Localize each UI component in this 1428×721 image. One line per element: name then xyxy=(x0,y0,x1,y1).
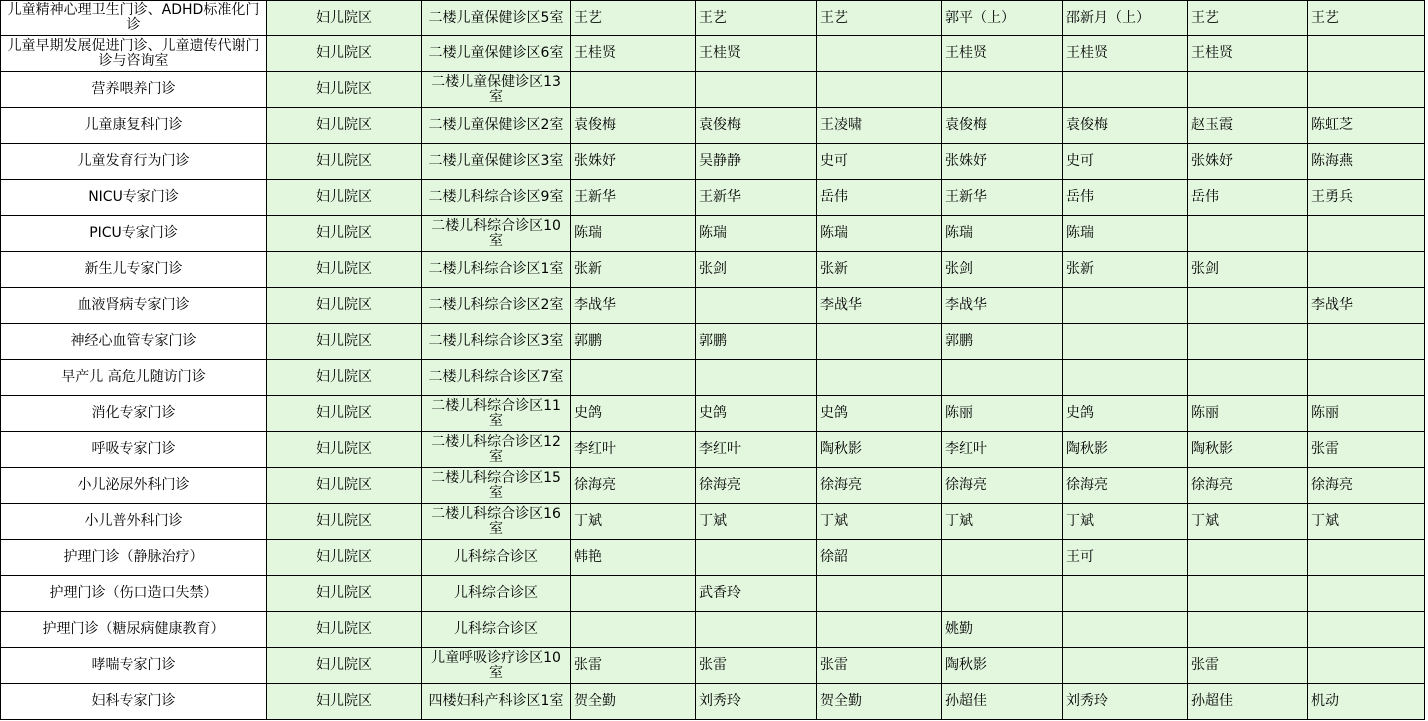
cell-doctor[interactable]: 史鸽 xyxy=(696,396,817,432)
cell-doctor[interactable]: 李战华 xyxy=(1308,288,1425,324)
cell-room[interactable]: 二楼儿科综合诊区7室 xyxy=(422,360,571,396)
cell-doctor[interactable]: 张剑 xyxy=(696,252,817,288)
cell-doctor[interactable]: 王艺 xyxy=(817,1,942,36)
table-row xyxy=(1,1,1425,36)
cell-campus[interactable]: 妇儿院区 xyxy=(267,432,422,468)
cell-doctor[interactable] xyxy=(571,576,696,612)
table-row xyxy=(1,612,1425,648)
cell-doctor[interactable]: 张剑 xyxy=(942,252,1063,288)
cell-doctor[interactable]: 王桂贤 xyxy=(1063,36,1188,72)
cell-doctor[interactable] xyxy=(817,612,942,648)
cell-doctor[interactable]: 王艺 xyxy=(571,1,696,36)
cell-doctor[interactable]: 袁俊梅 xyxy=(942,108,1063,144)
cell-room[interactable]: 儿童呼吸诊疗诊区10室 xyxy=(422,648,571,684)
cell-doctor[interactable]: 孙超佳 xyxy=(942,684,1063,720)
cell-department[interactable]: 儿童早期发展促进门诊、儿童遗传代谢门诊与咨询室 xyxy=(1,36,267,72)
cell-campus[interactable]: 妇儿院区 xyxy=(267,216,422,252)
cell-doctor[interactable]: 王桂贤 xyxy=(1188,36,1308,72)
cell-doctor[interactable]: 陶秋影 xyxy=(942,648,1063,684)
cell-department[interactable]: 消化专家门诊 xyxy=(1,396,267,432)
cell-doctor[interactable]: 张雷 xyxy=(1308,432,1425,468)
cell-doctor[interactable]: 袁俊梅 xyxy=(1063,108,1188,144)
cell-department[interactable]: 妇科专家门诊 xyxy=(1,684,267,720)
cell-doctor[interactable]: 王新华 xyxy=(571,180,696,216)
cell-doctor[interactable]: 岳伟 xyxy=(1063,180,1188,216)
cell-doctor[interactable]: 袁俊梅 xyxy=(571,108,696,144)
cell-doctor[interactable]: 陈瑞 xyxy=(1063,216,1188,252)
cell-doctor[interactable]: 丁斌 xyxy=(1063,504,1188,540)
cell-doctor[interactable]: 王凌啸 xyxy=(817,108,942,144)
cell-doctor[interactable]: 张雷 xyxy=(571,648,696,684)
cell-doctor[interactable] xyxy=(1188,576,1308,612)
cell-campus[interactable]: 妇儿院区 xyxy=(267,108,422,144)
cell-doctor[interactable]: 张姝妤 xyxy=(571,144,696,180)
cell-doctor[interactable]: 袁俊梅 xyxy=(696,108,817,144)
cell-campus[interactable]: 妇儿院区 xyxy=(267,468,422,504)
cell-doctor[interactable] xyxy=(1308,324,1425,360)
cell-department[interactable]: 营养喂养门诊 xyxy=(1,72,267,108)
cell-doctor[interactable] xyxy=(696,540,817,576)
cell-doctor[interactable]: 陈海燕 xyxy=(1308,144,1425,180)
cell-doctor[interactable] xyxy=(571,360,696,396)
cell-doctor[interactable]: 王艺 xyxy=(1188,1,1308,36)
cell-doctor[interactable] xyxy=(1063,612,1188,648)
cell-doctor[interactable]: 徐海亮 xyxy=(571,468,696,504)
cell-doctor[interactable] xyxy=(942,72,1063,108)
cell-doctor[interactable]: 丁斌 xyxy=(696,504,817,540)
cell-doctor[interactable]: 姚勤 xyxy=(942,612,1063,648)
cell-doctor[interactable] xyxy=(1063,360,1188,396)
cell-doctor[interactable]: 陈丽 xyxy=(942,396,1063,432)
cell-room[interactable]: 二楼儿科综合诊区11室 xyxy=(422,396,571,432)
cell-room[interactable]: 二楼儿科综合诊区15室 xyxy=(422,468,571,504)
cell-room[interactable]: 二楼儿童保健诊区6室 xyxy=(422,36,571,72)
cell-doctor[interactable]: 王新华 xyxy=(942,180,1063,216)
table-row xyxy=(1,288,1425,324)
cell-department[interactable]: 儿童康复科门诊 xyxy=(1,108,267,144)
cell-doctor[interactable] xyxy=(1308,612,1425,648)
cell-department[interactable]: 早产儿 高危儿随访门诊 xyxy=(1,360,267,396)
cell-doctor[interactable] xyxy=(817,360,942,396)
cell-doctor[interactable] xyxy=(1063,324,1188,360)
cell-department[interactable]: 小儿普外科门诊 xyxy=(1,504,267,540)
cell-doctor[interactable] xyxy=(1188,360,1308,396)
cell-doctor[interactable] xyxy=(1188,540,1308,576)
cell-room[interactable]: 二楼儿科综合诊区16室 xyxy=(422,504,571,540)
cell-doctor[interactable]: 李红叶 xyxy=(696,432,817,468)
table-row xyxy=(1,108,1425,144)
cell-doctor[interactable] xyxy=(1188,324,1308,360)
cell-doctor[interactable]: 丁斌 xyxy=(1308,504,1425,540)
cell-room[interactable]: 四楼妇科产科诊区1室 xyxy=(422,684,571,720)
cell-doctor[interactable]: 孙超佳 xyxy=(1188,684,1308,720)
cell-doctor[interactable] xyxy=(1063,648,1188,684)
table-row xyxy=(1,360,1425,396)
cell-campus[interactable]: 妇儿院区 xyxy=(267,360,422,396)
cell-doctor[interactable] xyxy=(1308,540,1425,576)
cell-doctor[interactable] xyxy=(696,288,817,324)
cell-doctor[interactable]: 张新 xyxy=(1063,252,1188,288)
cell-doctor[interactable]: 史可 xyxy=(1063,144,1188,180)
cell-doctor[interactable]: 张剑 xyxy=(1188,252,1308,288)
cell-room[interactable]: 二楼儿童保健诊区13室 xyxy=(422,72,571,108)
cell-doctor[interactable] xyxy=(1308,216,1425,252)
cell-doctor[interactable] xyxy=(1188,72,1308,108)
cell-campus[interactable]: 妇儿院区 xyxy=(267,684,422,720)
cell-doctor[interactable]: 刘秀玲 xyxy=(696,684,817,720)
cell-doctor[interactable]: 王艺 xyxy=(1308,1,1425,36)
cell-doctor[interactable] xyxy=(1308,576,1425,612)
cell-doctor[interactable] xyxy=(942,540,1063,576)
cell-doctor[interactable]: 李战华 xyxy=(942,288,1063,324)
cell-doctor[interactable]: 机动 xyxy=(1308,684,1425,720)
cell-doctor[interactable] xyxy=(817,36,942,72)
cell-doctor[interactable]: 李红叶 xyxy=(571,432,696,468)
cell-doctor[interactable]: 李红叶 xyxy=(942,432,1063,468)
cell-campus[interactable]: 妇儿院区 xyxy=(267,144,422,180)
cell-doctor[interactable]: 张雷 xyxy=(1188,648,1308,684)
cell-doctor[interactable] xyxy=(1308,252,1425,288)
cell-doctor[interactable]: 张新 xyxy=(571,252,696,288)
cell-doctor[interactable]: 陈瑞 xyxy=(571,216,696,252)
cell-doctor[interactable] xyxy=(571,72,696,108)
table-row xyxy=(1,396,1425,432)
cell-doctor[interactable]: 王桂贤 xyxy=(696,36,817,72)
cell-campus[interactable]: 妇儿院区 xyxy=(267,252,422,288)
cell-campus[interactable]: 妇儿院区 xyxy=(267,504,422,540)
cell-doctor[interactable]: 徐海亮 xyxy=(1308,468,1425,504)
table-row xyxy=(1,576,1425,612)
cell-room[interactable]: 二楼儿科综合诊区2室 xyxy=(422,288,571,324)
cell-doctor[interactable] xyxy=(942,360,1063,396)
cell-doctor[interactable]: 史可 xyxy=(817,144,942,180)
table-row xyxy=(1,648,1425,684)
cell-doctor[interactable]: 陈丽 xyxy=(1308,396,1425,432)
cell-room[interactable]: 二楼儿科综合诊区12室 xyxy=(422,432,571,468)
cell-doctor[interactable]: 陶秋影 xyxy=(1188,432,1308,468)
cell-doctor[interactable]: 陈虹芝 xyxy=(1308,108,1425,144)
table-row xyxy=(1,36,1425,72)
cell-doctor[interactable]: 李战华 xyxy=(571,288,696,324)
cell-doctor[interactable]: 丁斌 xyxy=(571,504,696,540)
cell-campus[interactable]: 妇儿院区 xyxy=(267,36,422,72)
cell-campus[interactable]: 妇儿院区 xyxy=(267,648,422,684)
cell-campus[interactable]: 妇儿院区 xyxy=(267,576,422,612)
table-row xyxy=(1,540,1425,576)
cell-doctor[interactable]: 郭平（上） xyxy=(942,1,1063,36)
cell-doctor[interactable]: 岳伟 xyxy=(817,180,942,216)
cell-doctor[interactable]: 张雷 xyxy=(817,648,942,684)
cell-campus[interactable]: 妇儿院区 xyxy=(267,72,422,108)
table-row xyxy=(1,468,1425,504)
cell-doctor[interactable]: 岳伟 xyxy=(1188,180,1308,216)
cell-room[interactable]: 二楼儿童保健诊区3室 xyxy=(422,144,571,180)
cell-doctor[interactable]: 陶秋影 xyxy=(1063,432,1188,468)
cell-doctor[interactable] xyxy=(696,72,817,108)
cell-doctor[interactable]: 刘秀玲 xyxy=(1063,684,1188,720)
cell-doctor[interactable]: 徐韶 xyxy=(817,540,942,576)
cell-doctor[interactable] xyxy=(817,324,942,360)
table-row xyxy=(1,504,1425,540)
cell-room[interactable]: 二楼儿科综合诊区3室 xyxy=(422,324,571,360)
cell-doctor[interactable]: 王桂贤 xyxy=(571,36,696,72)
cell-doctor[interactable]: 徐海亮 xyxy=(817,468,942,504)
cell-doctor[interactable]: 李战华 xyxy=(817,288,942,324)
cell-doctor[interactable]: 郭鹏 xyxy=(942,324,1063,360)
cell-doctor[interactable]: 郭鹏 xyxy=(571,324,696,360)
table-row xyxy=(1,684,1425,720)
cell-doctor[interactable] xyxy=(942,576,1063,612)
cell-doctor[interactable] xyxy=(1308,36,1425,72)
cell-doctor[interactable]: 史鸽 xyxy=(817,396,942,432)
cell-doctor[interactable]: 丁斌 xyxy=(1188,504,1308,540)
cell-doctor[interactable] xyxy=(696,360,817,396)
cell-department[interactable]: PICU专家门诊 xyxy=(1,216,267,252)
cell-doctor[interactable]: 王艺 xyxy=(696,1,817,36)
cell-room[interactable]: 儿科综合诊区 xyxy=(422,612,571,648)
cell-doctor[interactable]: 王新华 xyxy=(696,180,817,216)
cell-doctor[interactable]: 史鸽 xyxy=(571,396,696,432)
cell-doctor[interactable]: 郭鹏 xyxy=(696,324,817,360)
cell-department[interactable]: 神经心血管专家门诊 xyxy=(1,324,267,360)
cell-doctor[interactable]: 徐海亮 xyxy=(696,468,817,504)
cell-department[interactable]: 小儿泌尿外科门诊 xyxy=(1,468,267,504)
cell-room[interactable]: 二楼儿科综合诊区10室 xyxy=(422,216,571,252)
table-row xyxy=(1,432,1425,468)
cell-department[interactable]: 护理门诊（静脉治疗） xyxy=(1,540,267,576)
cell-room[interactable]: 二楼儿科综合诊区9室 xyxy=(422,180,571,216)
cell-doctor[interactable]: 史鸽 xyxy=(1063,396,1188,432)
cell-doctor[interactable]: 陈瑞 xyxy=(696,216,817,252)
cell-doctor[interactable]: 徐海亮 xyxy=(942,468,1063,504)
cell-department[interactable]: 儿童精神心理卫生门诊、ADHD标准化门诊 xyxy=(1,1,267,36)
cell-doctor[interactable] xyxy=(817,72,942,108)
table-row xyxy=(1,216,1425,252)
table-body xyxy=(1,1,1425,720)
cell-doctor[interactable] xyxy=(1308,72,1425,108)
cell-room[interactable]: 二楼儿童保健诊区2室 xyxy=(422,108,571,144)
cell-doctor[interactable]: 武香玲 xyxy=(696,576,817,612)
cell-doctor[interactable]: 王可 xyxy=(1063,540,1188,576)
cell-doctor[interactable]: 陈瑞 xyxy=(942,216,1063,252)
cell-room[interactable]: 二楼儿科综合诊区1室 xyxy=(422,252,571,288)
cell-doctor[interactable] xyxy=(817,576,942,612)
cell-campus[interactable]: 妇儿院区 xyxy=(267,396,422,432)
table-row xyxy=(1,72,1425,108)
cell-doctor[interactable]: 贺全勤 xyxy=(571,684,696,720)
cell-doctor[interactable] xyxy=(1188,612,1308,648)
table-row xyxy=(1,324,1425,360)
table-row xyxy=(1,144,1425,180)
cell-doctor[interactable] xyxy=(1308,360,1425,396)
cell-doctor[interactable]: 赵玉霞 xyxy=(1188,108,1308,144)
cell-doctor[interactable] xyxy=(1063,288,1188,324)
cell-doctor[interactable]: 陈丽 xyxy=(1188,396,1308,432)
table-row xyxy=(1,180,1425,216)
cell-room[interactable]: 儿科综合诊区 xyxy=(422,540,571,576)
cell-campus[interactable]: 妇儿院区 xyxy=(267,180,422,216)
cell-department[interactable]: 血液肾病专家门诊 xyxy=(1,288,267,324)
table-row xyxy=(1,252,1425,288)
cell-department[interactable]: 护理门诊（糖尿病健康教育） xyxy=(1,612,267,648)
cell-doctor[interactable]: 张新 xyxy=(817,252,942,288)
cell-department[interactable]: 儿童发育行为门诊 xyxy=(1,144,267,180)
cell-doctor[interactable] xyxy=(1188,288,1308,324)
cell-doctor[interactable]: 吴静静 xyxy=(696,144,817,180)
cell-doctor[interactable]: 徐海亮 xyxy=(1063,468,1188,504)
cell-doctor[interactable] xyxy=(1188,216,1308,252)
cell-doctor[interactable]: 张雷 xyxy=(696,648,817,684)
cell-doctor[interactable]: 丁斌 xyxy=(942,504,1063,540)
cell-doctor[interactable] xyxy=(1308,648,1425,684)
cell-doctor[interactable]: 丁斌 xyxy=(817,504,942,540)
cell-doctor[interactable]: 韩艳 xyxy=(571,540,696,576)
cell-department[interactable]: 新生儿专家门诊 xyxy=(1,252,267,288)
cell-campus[interactable]: 妇儿院区 xyxy=(267,540,422,576)
cell-doctor[interactable] xyxy=(571,612,696,648)
cell-doctor[interactable]: 张姝妤 xyxy=(942,144,1063,180)
cell-doctor[interactable]: 陶秋影 xyxy=(817,432,942,468)
cell-doctor[interactable]: 王桂贤 xyxy=(942,36,1063,72)
cell-doctor[interactable]: 张姝妤 xyxy=(1188,144,1308,180)
cell-doctor[interactable]: 邵新月（上） xyxy=(1063,1,1188,36)
cell-doctor[interactable]: 贺全勤 xyxy=(817,684,942,720)
cell-department[interactable]: 呼吸专家门诊 xyxy=(1,432,267,468)
cell-campus[interactable]: 妇儿院区 xyxy=(267,324,422,360)
cell-department[interactable]: 护理门诊（伤口造口失禁） xyxy=(1,576,267,612)
cell-doctor[interactable] xyxy=(696,612,817,648)
cell-doctor[interactable]: 王勇兵 xyxy=(1308,180,1425,216)
cell-doctor[interactable]: 徐海亮 xyxy=(1188,468,1308,504)
cell-doctor[interactable]: 陈瑞 xyxy=(817,216,942,252)
cell-doctor[interactable] xyxy=(1063,576,1188,612)
cell-campus[interactable]: 妇儿院区 xyxy=(267,612,422,648)
cell-room[interactable]: 二楼儿童保健诊区5室 xyxy=(422,1,571,36)
cell-room[interactable]: 儿科综合诊区 xyxy=(422,576,571,612)
cell-campus[interactable]: 妇儿院区 xyxy=(267,1,422,36)
cell-doctor[interactable] xyxy=(1063,72,1188,108)
cell-department[interactable]: 哮喘专家门诊 xyxy=(1,648,267,684)
cell-department[interactable]: NICU专家门诊 xyxy=(1,180,267,216)
cell-campus[interactable]: 妇儿院区 xyxy=(267,288,422,324)
